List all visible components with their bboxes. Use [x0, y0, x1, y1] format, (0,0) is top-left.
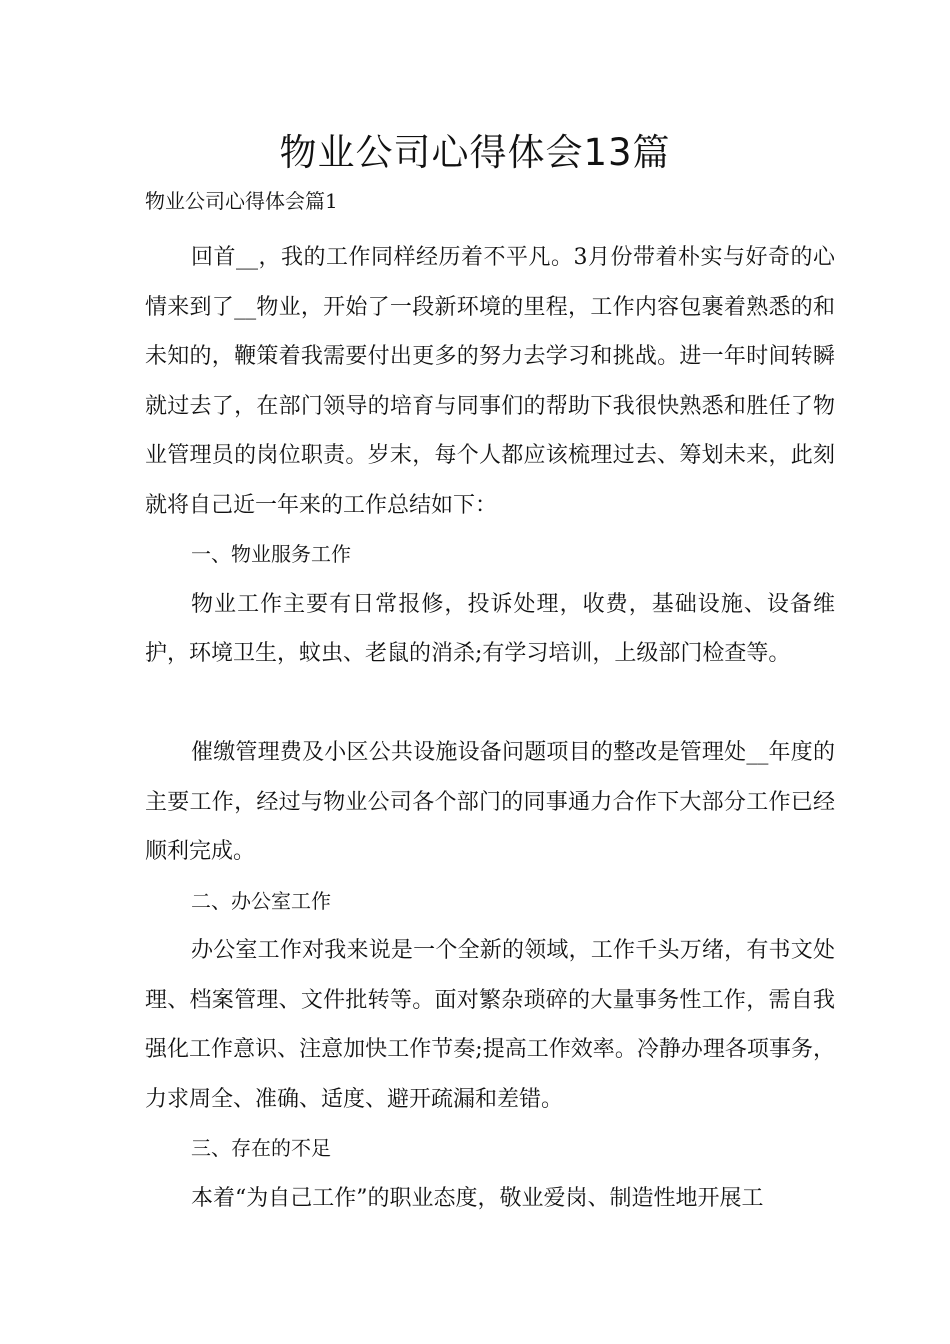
blank-line [145, 679, 835, 729]
paragraph-shortcomings: 本着“为自己工作”的职业态度，敬业爱岗、制造性地开展工 [191, 1185, 764, 1211]
paragraph-intro: 回首__，我的工作同样经历着不平凡。3月份带着朴实与好奇的心情来到了__物业，开始了一段新环境的里程，工作内容包裹着熟悉的和未知的，鞭策着我需要付出更多的努力去学习和挑战。进一年时间转瞬就过去了，在部门领导的培育与同事们的帮助下我很快熟悉和胜任了物业管理员的岗位职责。岁末，每个人都应该梳理过去、筹划未来，此刻就将自己近一年来的工作总结如下： [145, 245, 835, 518]
paragraph-property-service: 物业工作主要有日常报修，投诉处理，收费，基础设施、设备维护，环境卫生，蚊虫、老鼠的消杀;有学习培训，上级部门检查等。 [145, 591, 835, 666]
section-heading-3: 三、存在的不足 [191, 1136, 331, 1160]
section-heading-1: 一、物业服务工作 [191, 542, 351, 566]
paragraph-office-work: 办公室工作对我来说是一个全新的领域，工作千头万绪，有书文处理、档案管理、文件批转等。面对繁杂琐碎的大量事务性工作，需自我强化工作意识、注意加快工作节奏;提高工作效率。冷静办理各项事务，力求周全、准确、适度、避开疏漏和差错。 [145, 938, 835, 1112]
document-subtitle: 物业公司心得体会篇1 [145, 189, 338, 213]
section-heading-2: 二、办公室工作 [191, 888, 331, 913]
document-title: 物业公司心得体会13篇 [279, 131, 671, 174]
document-body [145, 233, 835, 1223]
paragraph-fee-collection: 催缴管理费及小区公共设施设备问题项目的整改是管理处__年度的主要工作，经过与物业公司各个部门的同事通力合作下大部分工作已经顺利完成。 [145, 740, 835, 864]
